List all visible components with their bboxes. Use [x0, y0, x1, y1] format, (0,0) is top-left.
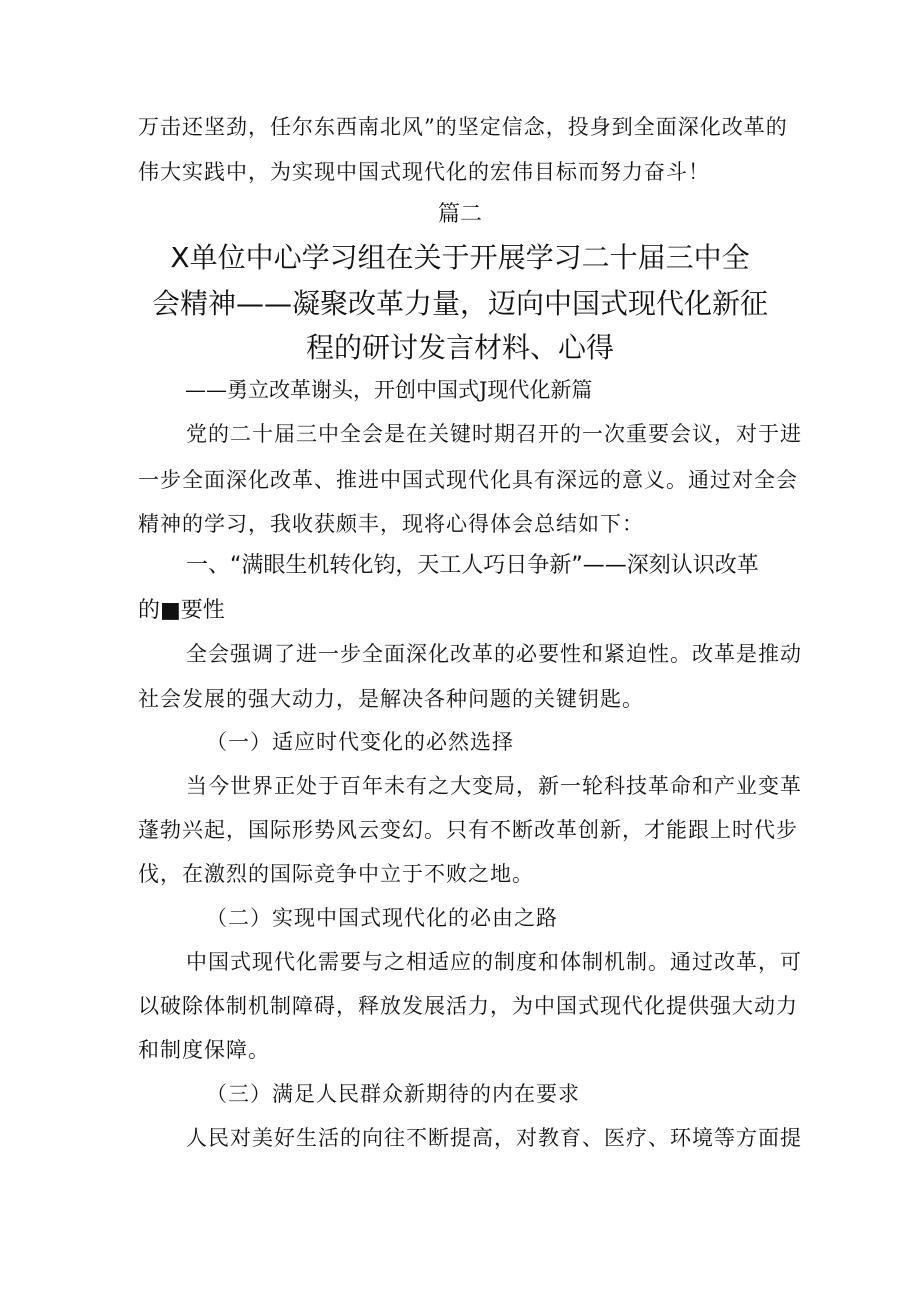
title-line-1: X单位中心学习组在关于开展学习二十届三中全: [170, 241, 750, 274]
para1-line-2: 社会发展的强大动力，是解决各种问题的关键钥匙。: [138, 687, 644, 711]
continuation-line-1: 万击还坚劲，任尔东西南北风”的坚定信念，投身到全面深化改革的: [138, 115, 788, 139]
sub3-line-1: 人民对美好生活的向往不断提高，对教育、医疗、环境等方面提: [186, 1126, 802, 1150]
sub2-heading: （二）实现中国式现代化的必由之路: [206, 906, 558, 930]
heading1-line-1: 一、“满眼生机转化钧，天工人巧日争新”——深刻认识改革: [186, 553, 759, 578]
sub1-line-2: 蓬勃兴起，国际形势风云变幻。只有不断改革创新，才能跟上时代步: [138, 818, 798, 842]
intro-line-3: 精神的学习，我收获颇丰，现将心得体会总结如下：: [138, 512, 644, 536]
title-line-3: 程的研讨发言材料、心得: [305, 331, 614, 364]
sub2-line-2: 以破除体制机制障碍，释放发展活力，为中国式现代化提供强大动力: [138, 994, 798, 1018]
intro-line-1: 党的二十届三中全会是在关键时期召开的一次重要会议，对于进: [186, 422, 802, 446]
sub2-line-1: 中国式现代化需要与之相适应的制度和体制机制。通过改革，可: [186, 950, 802, 974]
intro-line-2: 一步全面深化改革、推进中国式现代化具有深远的意义。通过对全会: [138, 468, 798, 492]
sub1-line-3: 伐，在激烈的国际竞争中立于不败之地。: [138, 862, 534, 886]
title-line-2: 会精神——凝聚改革力量，迈向中国式现代化新征: [151, 287, 768, 320]
sub2-line-3: 和制度保障。: [138, 1038, 270, 1062]
continuation-line-2: 伟大实践中，为实现中国式现代化的宏伟目标而努力奋斗！: [138, 160, 710, 184]
sub1-heading: （一）适应时代变化的必然选择: [206, 730, 514, 754]
sub3-heading: （三）满足人民群众新期待的内在要求: [206, 1082, 580, 1106]
heading1-line-2: 的■要性: [138, 598, 225, 623]
sub1-line-1: 当今世界正处于百年未有之大变局，新一轮科技革命和产业变革: [186, 774, 802, 798]
section-label: 篇二: [437, 202, 482, 227]
para1-line-1: 全会强调了进一步全面深化改革的必要性和紧迫性。改革是推动: [186, 642, 802, 666]
subtitle: ——勇立改革谢头，开创中国式J现代化新篇: [185, 378, 593, 402]
